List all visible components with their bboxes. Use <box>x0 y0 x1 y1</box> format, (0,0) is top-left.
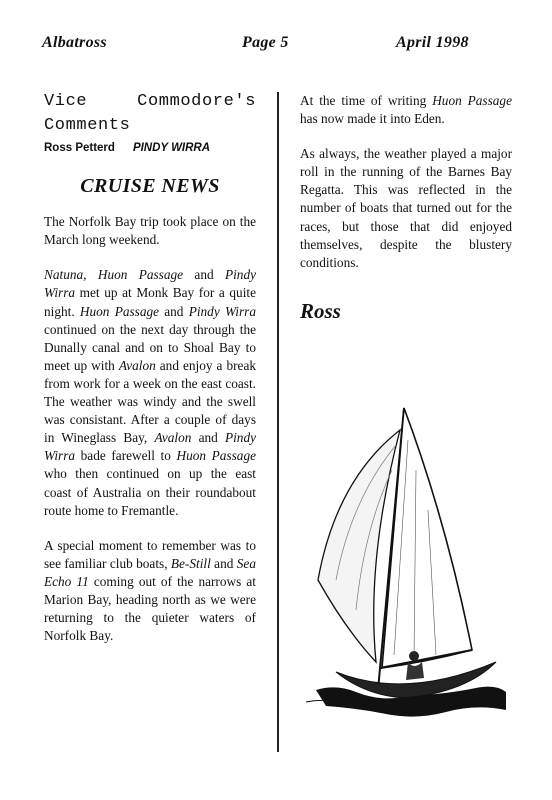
sailboat-icon <box>296 400 516 730</box>
title-word-commodores: Commodore's <box>137 92 256 111</box>
header-page-number: Page 5 <box>242 34 289 51</box>
byline <box>44 139 256 157</box>
paragraph-3: A special moment to remember was to see familiar club boats, Be-Still and Sea Echo 11 coming out of the narrows at Marion Bay, heading north as we were returning to the quieter waters of Norfolk Bay. <box>44 537 256 644</box>
signature: Ross <box>300 298 341 323</box>
header-date: April 1998 <box>396 34 469 51</box>
right-column <box>300 92 512 323</box>
paragraph-1: The Norfolk Bay trip took place on the March long weekend. <box>44 214 256 248</box>
header-publication: Albatross <box>42 34 107 51</box>
column-divider <box>277 92 279 752</box>
paragraph-2: Natuna, Huon Passage and Pindy Wirra met up at Monk Bay for a quite night. Huon Passage and Pindy Wirra continued on the next day through the Dunally canal and on to Shoal Bay to meet up with Avalon and enjoy a break from work for a week on the east coast. The weather was windy and the swell was consistant. After a couple of days in Wineglass Bay, Avalon and Pindy Wirra bade farewell to Huon Passage who then continued on up the east coast of Australia on their roundabout route home to Fremantle. <box>44 267 257 518</box>
right-paragraph-2: As always, the weather played a major roll in the running of the Barnes Bay Regatta. This was reflected in the number of boats that turned out for the races, but those that did enjoyed themselves, despite the blustery conditions. <box>300 146 512 270</box>
title-word-comments: Comments <box>44 116 131 135</box>
title-word-vice: Vice <box>44 92 88 111</box>
author-name: Ross Petterd <box>44 142 115 154</box>
right-paragraph-1: At the time of writing Huon Passage has now made it into Eden. <box>300 93 512 127</box>
sailboat-illustration <box>296 400 516 730</box>
left-column <box>44 90 256 662</box>
author-boat: PINDY WIRRA <box>132 142 211 154</box>
section-heading: CRUISE NEWS <box>80 175 220 198</box>
article-title <box>44 90 256 138</box>
